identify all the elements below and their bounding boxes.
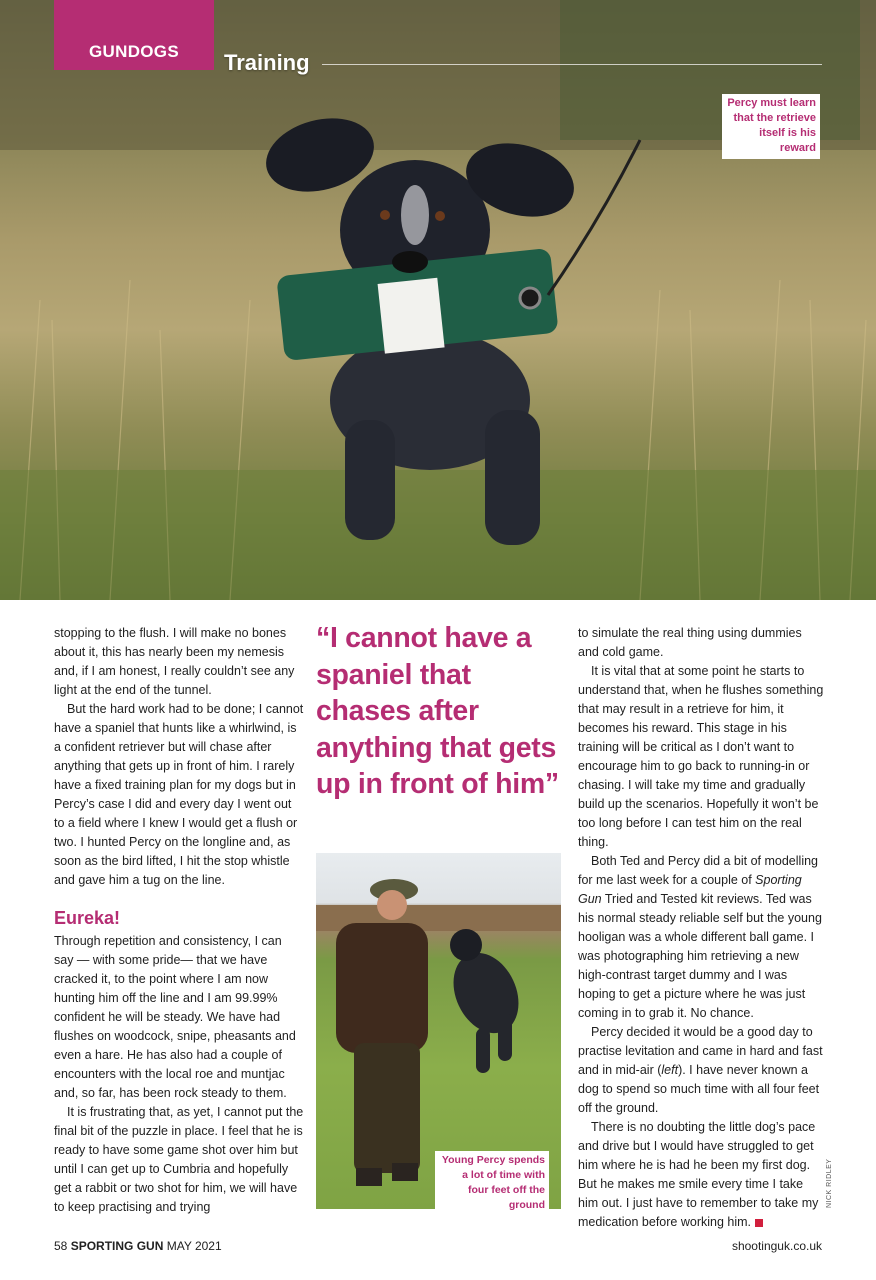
paragraph (578, 1023, 824, 1118)
text-run: Both Ted and Percy did a bit of modelling for me last week for a couple of (578, 854, 818, 887)
text-run: There is no doubting the little dog’s pace and drive but I would have struggled to get him where he is had he been my first dog. But he makes me smile every time I take him out. I just have to remember to take my medication before working him. (578, 1120, 819, 1229)
hero-photo (0, 0, 876, 600)
issue-date: MAY 2021 (166, 1239, 222, 1253)
subheading: Eureka! (54, 908, 121, 928)
photo-reference: left (661, 1063, 679, 1077)
paragraph (578, 1118, 824, 1232)
photo-credit: NICK RIDLEY (826, 1158, 833, 1208)
title-rule (322, 64, 822, 65)
paragraph: But the hard work had to be done; I cannot have a spaniel that hunts like a whirlwind, is a confident retriever but will chase after anything that gets up in front of him. I rarely have a fixed training plan for my dogs but in Percy’s case I did and every day I went out to a field where I knew I would get a flush or two. I hunted Percy on the longline and, as soon as the bird lifted, I hit the stop whistle and gave him a tug on the line. (54, 702, 304, 887)
text-run: Tried and Tested kit reviews. Ted was his normal steady reliable self but the young hooligan was a whole different ball game. I was photographing him retrieving a new high-contrast target dummy and I was hoping to get a picture where he was just coming in to grab it. No chance. (578, 892, 822, 1020)
paragraph: It is frustrating that, as yet, I cannot put the final bit of the puzzle in place. I feel that he is ready to have some game shot over him but until I can get up to Cumbria and hopefully get a rabbit or two shot for him, we will have to keep practising and trying (54, 1105, 304, 1214)
paragraph: to simulate the real thing using dummies and cold game. (578, 626, 802, 659)
section-title: Training (224, 50, 310, 75)
page-number: 58 (54, 1239, 68, 1253)
paragraph: It is vital that at some point he starts to understand that, when he flushes something that may result in a retrieve for him, it becomes his reward. This stage in his training will be critical as I don’t want to encourage him to go back to running-in or chasing. I will take my time and gradually build up the scenarios. Hopefully it won’t be too long before I can test him on the real thing. (578, 664, 824, 849)
publication-name: Sporting Gun (578, 873, 802, 906)
text-run: Percy decided it would be a good day to practise levitation and came in hard and fast and in mid-air ( (578, 1025, 823, 1077)
section-tag: GUNDOGS (54, 0, 214, 70)
end-mark-icon (755, 1219, 763, 1227)
article-column-1 (54, 624, 304, 1217)
footer-website[interactable]: shootinguk.co.uk (731, 1239, 822, 1253)
pull-quote: “I cannot have a spaniel that chases after anything that gets up in front of him” (316, 622, 559, 800)
magazine-name: SPORTING GUN (70, 1239, 164, 1253)
footer-folio (54, 1239, 222, 1253)
hero-caption: Percy must learn that the retrieve itself is his reward (722, 94, 820, 159)
paragraph: stopping to the flush. I will make no bones about it, this has nearly been my nemesis and, if I am honest, I really couldn’t see any light at the end of the tunnel. (54, 626, 295, 697)
text-run: ). I have never known a dog to spend so much time with all four feet off the ground. (578, 1063, 820, 1115)
inset-caption: Young Percy spends a lot of time with four feet off the ground (435, 1151, 549, 1215)
paragraph: Through repetition and consistency, I can say — with some pride— that we have cracked it, to the point where I am now hunting him off the line and I am 99.99% confident he will be steady. We have had flushes on woodcock, snipe, pheasants and even a hare. He has also had a couple of encounters with the local roe and muntjac and, so far, has been rock steady to them. (54, 934, 296, 1100)
spaniel-retrieving-dummy-illustration (0, 0, 876, 600)
paragraph (578, 852, 824, 1023)
article-column-3 (578, 624, 824, 1232)
